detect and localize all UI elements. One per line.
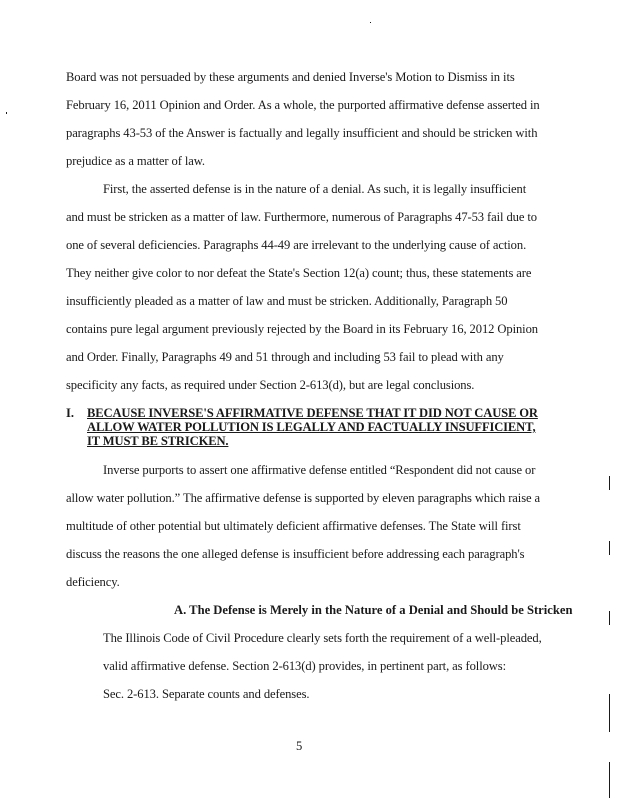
statute-line: Sec. 2-613. Separate counts and defenses. [103, 687, 310, 701]
scan-artifact [6, 112, 7, 114]
text-line: valid affirmative defense. Section 2-613(d) provides, in pertinent part, as follows: [103, 659, 507, 673]
text-line: paragraphs 43-53 of the Answer is factually and legally insufficient and should be stricken with [66, 126, 538, 140]
subsection-heading: A. The Defense is Merely in the Nature of a Denial and Should be Stricken [174, 603, 573, 617]
section-number: I. [66, 406, 75, 420]
scan-artifact [370, 22, 371, 23]
text-line: February 16, 2011 Opinion and Order. As a whole, the purported affirmative defense asserted in [66, 98, 540, 112]
text-line: Board was not persuaded by these arguments and denied Inverse's Motion to Dismiss in its [66, 70, 515, 84]
text-line: Inverse purports to assert one affirmative defense entitled “Respondent did not cause or [103, 463, 536, 477]
section-heading-line: ALLOW WATER POLLUTION IS LEGALLY AND FACTUALLY INSUFFICIENT, [87, 420, 536, 434]
scan-artifact [609, 541, 610, 555]
text-line: one of several deficiencies. Paragraphs 44-49 are irrelevant to the underlying cause of action. [66, 238, 527, 252]
scan-artifact [609, 476, 610, 490]
section-heading-line: BECAUSE INVERSE'S AFFIRMATIVE DEFENSE THAT IT DID NOT CAUSE OR [87, 406, 538, 420]
text-line: deficiency. [66, 575, 120, 589]
text-line: They neither give color to nor defeat the State's Section 12(a) count; thus, these statements are [66, 266, 532, 280]
text-line: and must be stricken as a matter of law. Furthermore, numerous of Paragraphs 47-53 fail due to [66, 210, 538, 224]
text-line: multitude of other potential but ultimately deficient affirmative defenses. The State will first [66, 519, 521, 533]
scan-artifact [609, 694, 610, 732]
text-line: The Illinois Code of Civil Procedure clearly sets forth the requirement of a well-pleaded, [103, 631, 542, 645]
text-line: discuss the reasons the one alleged defense is insufficient before addressing each paragraph's [66, 547, 525, 561]
section-heading-line: IT MUST BE STRICKEN. [87, 434, 229, 448]
text-line: prejudice as a matter of law. [66, 154, 205, 168]
page-number: 5 [296, 739, 303, 753]
text-line: specificity any facts, as required under Section 2-613(d), but are legal conclusions. [66, 378, 475, 392]
text-line: insufficiently pleaded as a matter of law and must be stricken. Additionally, Paragraph 50 [66, 294, 508, 308]
text-line: allow water pollution.” The affirmative defense is supported by eleven paragraphs which raise a [66, 491, 541, 505]
text-line: First, the asserted defense is in the nature of a denial. As such, it is legally insufficient [103, 182, 527, 196]
text-line: and Order. Finally, Paragraphs 49 and 51 through and including 53 fail to plead with any [66, 350, 504, 364]
scan-artifact [609, 762, 610, 798]
text-line: contains pure legal argument previously rejected by the Board in its February 16, 2012 Opinion [66, 322, 538, 336]
scan-artifact [609, 611, 610, 625]
